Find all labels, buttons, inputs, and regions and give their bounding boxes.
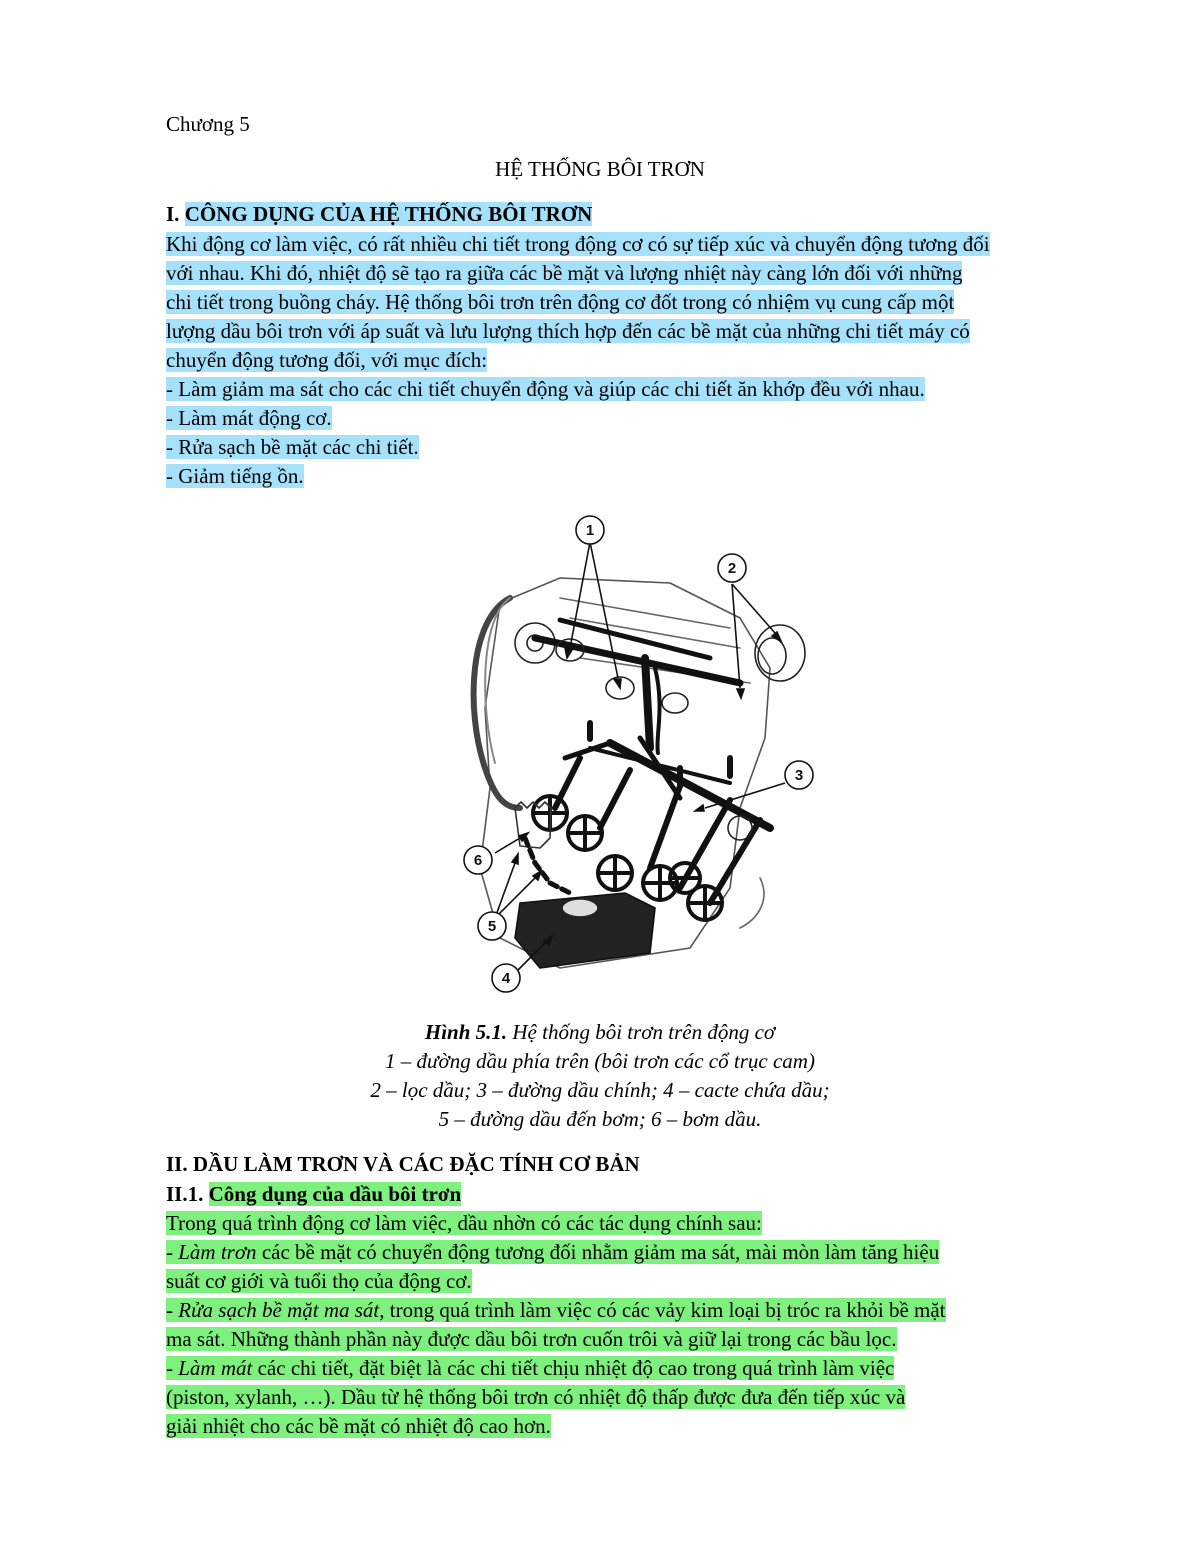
section1-bullet-1: - Làm giảm ma sát cho các chi tiết chuyển động và giúp các chi tiết ăn khớp đều với nhau. bbox=[166, 377, 925, 401]
figure-caption-line-3: 5 – đường dầu đến bơm; 6 – bơm dầu. bbox=[438, 1107, 762, 1131]
section1-line-5: chuyển động tương đối, với mục đích: bbox=[166, 348, 488, 372]
section1-bullet-4: - Giảm tiếng ồn. bbox=[166, 464, 304, 488]
section2-item-2: - Rửa sạch bề mặt ma sát, trong quá trình làm việc có các vảy kim loại bị tróc ra khỏi bề mặt bbox=[166, 1298, 946, 1322]
callout-4-label: 4 bbox=[501, 970, 511, 987]
section2-intro: Trong quá trình động cơ làm việc, dầu nhờn có các tác dụng chính sau: bbox=[166, 1211, 762, 1235]
section2-sub-text: Công dụng của dầu bôi trơn bbox=[208, 1182, 462, 1206]
figure-caption-line-1: 1 – đường dầu phía trên (bôi trơn các cổ trục cam) bbox=[385, 1049, 815, 1073]
section2-item-3-line-2: (piston, xylanh, …). Dầu từ hệ thống bôi trơn có nhiệt độ thấp được đưa đến tiếp xúc và bbox=[166, 1385, 906, 1409]
section1-line-3: chi tiết trong buồng cháy. Hệ thống bôi trơn trên động cơ đốt trong có nhiệm vụ cung cấp một bbox=[166, 290, 955, 314]
section1-heading bbox=[166, 200, 592, 229]
section2-subheading bbox=[166, 1180, 461, 1209]
section1-heading-text: CÔNG DỤNG CỦA HỆ THỐNG BÔI TRƠN bbox=[184, 202, 593, 226]
item3-emphasis: Làm mát bbox=[178, 1356, 253, 1380]
section2-sub-num: II.1. bbox=[166, 1182, 204, 1206]
section2-item-3-line-3: giải nhiệt cho các bề mặt có nhiệt độ cao hơn. bbox=[166, 1414, 551, 1438]
engine-lubrication-figure bbox=[440, 508, 840, 998]
section1-bullet-3: - Rửa sạch bề mặt các chi tiết. bbox=[166, 435, 419, 459]
section2-item-3: - Làm mát các chi tiết, đặt biệt là các chi tiết chịu nhiệt độ cao trong quá trình làm việc bbox=[166, 1356, 895, 1380]
section1-bullet-2: - Làm mát động cơ. bbox=[166, 406, 332, 430]
item2-emphasis: Rửa sạch bề mặt ma sát bbox=[178, 1298, 380, 1322]
section2-item-1: - Làm trơn các bề mặt có chuyển động tương đối nhằm giảm ma sát, mài mòn làm tăng hiệu bbox=[166, 1240, 940, 1264]
page-title: HỆ THỐNG BÔI TRƠN bbox=[495, 157, 705, 181]
callout-1-label: 1 bbox=[585, 522, 595, 539]
section1-line-1: Khi động cơ làm việc, có rất nhiều chi tiết trong động cơ có sự tiếp xúc và chuyển động tương đối bbox=[166, 232, 990, 256]
callout-5-label: 5 bbox=[487, 918, 497, 935]
section2-item-2-line-2: ma sát. Những thành phần này được dầu bôi trơn cuốn trôi và giữ lại trong các bầu lọc. bbox=[166, 1327, 897, 1351]
section2-heading: II. DẦU LÀM TRƠN VÀ CÁC ĐẶC TÍNH CƠ BẢN bbox=[166, 1152, 640, 1176]
section1-heading-num: I. bbox=[166, 202, 180, 226]
chapter-label: Chương 5 bbox=[166, 112, 250, 136]
figure-caption-title bbox=[0, 1018, 1200, 1047]
figure-caption-label: Hình 5.1. bbox=[424, 1020, 508, 1044]
callout-3-label: 3 bbox=[794, 767, 804, 784]
figure-caption-text: Hệ thống bôi trơn trên động cơ bbox=[507, 1020, 776, 1044]
section1-line-4: lượng dầu bôi trơn với áp suất và lưu lượng thích hợp đến các bề mặt của những chi tiết máy có bbox=[166, 319, 970, 343]
section2-item-1-line-2: suất cơ giới và tuổi thọ của động cơ. bbox=[166, 1269, 472, 1293]
callout-6-label: 6 bbox=[473, 852, 483, 869]
callout-2-label: 2 bbox=[727, 560, 737, 577]
section1-line-2: với nhau. Khi đó, nhiệt độ sẽ tạo ra giữa các bề mặt và lượng nhiệt này càng lớn đối với những bbox=[166, 261, 963, 285]
figure-caption-line-2: 2 – lọc dầu; 3 – đường dầu chính; 4 – cacte chứa dầu; bbox=[370, 1078, 830, 1102]
item1-emphasis: Làm trơn bbox=[178, 1240, 257, 1264]
